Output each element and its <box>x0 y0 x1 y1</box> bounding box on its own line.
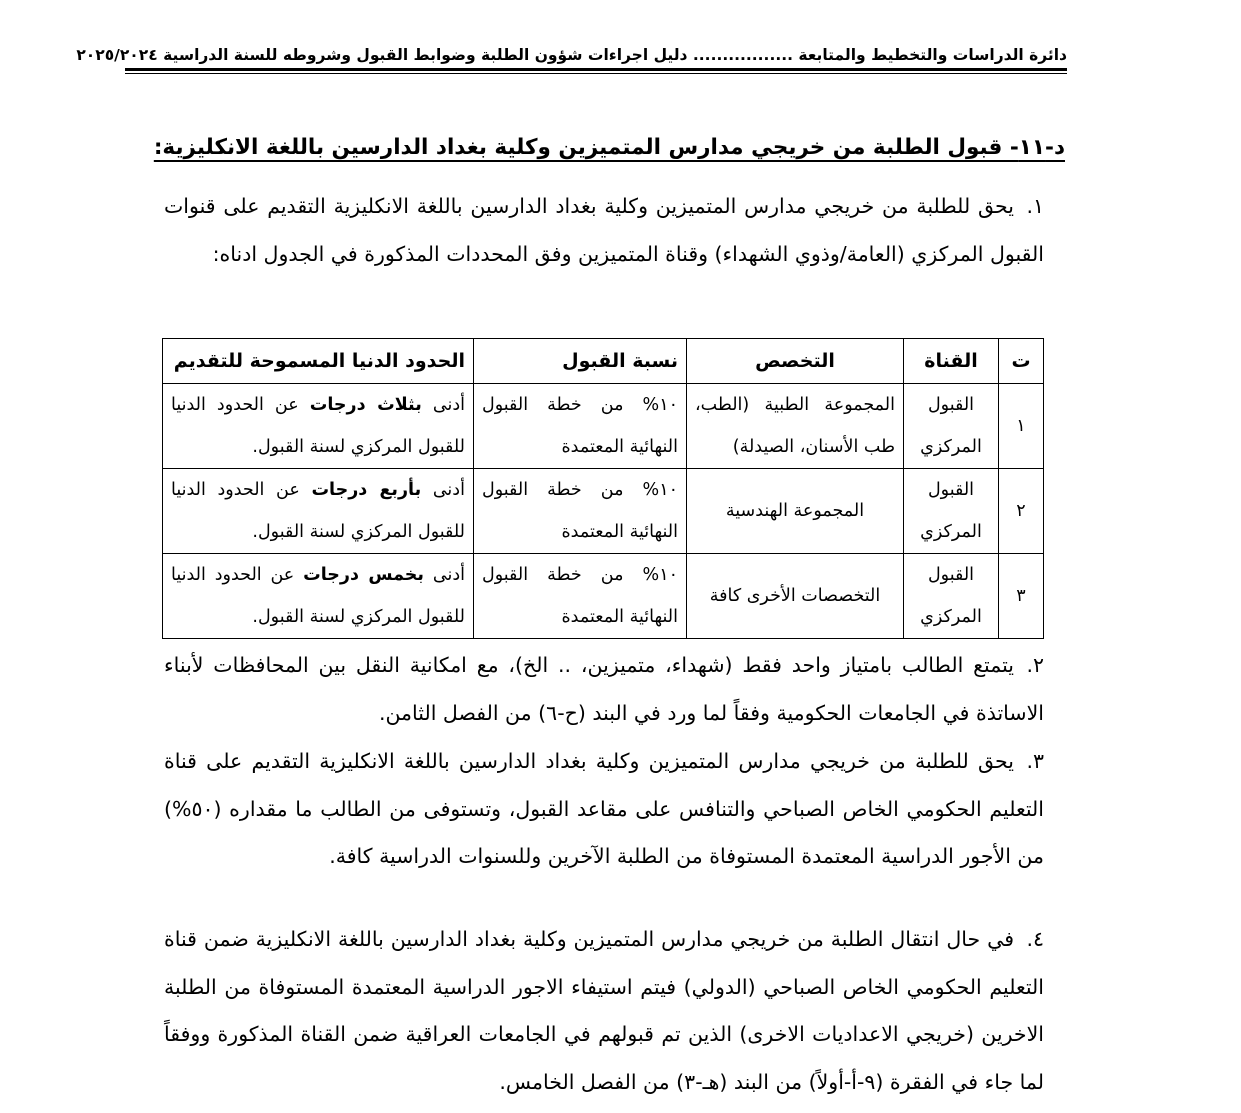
table-row <box>163 554 1044 639</box>
cell-specialty: المجموعة الطبية (الطب، طب الأسنان، الصيدلة) <box>687 384 904 469</box>
cell-channel: القبول المركزي <box>904 554 999 639</box>
cell-minimum <box>163 469 474 554</box>
cell-number: ٢ <box>999 469 1044 554</box>
column-header-specialty: التخصص <box>687 339 904 384</box>
minimum-prefix: أدنى <box>432 480 465 500</box>
minimum-suffix: عن الحدود الدنيا للقبول المركزي لسنة القبول. <box>171 565 465 627</box>
item-text: في حال انتقال الطلبة من خريجي مدارس المتميزين وكلية بغداد الدارسين باللغة الانكليزية ضمن قناة التعليم الحكومي الخاص الصباحي (الدولي) فيتم استيفاء الاجور الدراسية المعتمدة المستوفاة من الطلبة الاخرين (خريجي الاعداديات الاخرى) الذين تم قبولهم في الجامعات العراقية ضمن القناة المذكورة ووفقاً لما جاء في الفقرة (٩-أ-أولاً) من البند (هـ-٣) من الفصل الخامس. <box>164 927 1044 1094</box>
section-title: د-١١- قبول الطلبة من خريجي مدارس المتميزين وكلية بغداد الدارسين باللغة الانكليزية: <box>153 135 1065 160</box>
cell-number: ١ <box>999 384 1044 469</box>
cell-minimum <box>163 554 474 639</box>
cell-channel: القبول المركزي <box>904 469 999 554</box>
minimum-suffix: عن الحدود الدنيا للقبول المركزي لسنة القبول. <box>171 480 465 542</box>
cell-ratio: ١٠% من خطة القبول النهائية المعتمدة <box>474 469 687 554</box>
cell-number: ٣ <box>999 554 1044 639</box>
minimum-prefix: أدنى <box>432 565 465 585</box>
column-header-number: ت <box>999 339 1044 384</box>
cell-channel: القبول المركزي <box>904 384 999 469</box>
cell-ratio: ١٠% من خطة القبول النهائية المعتمدة <box>474 554 687 639</box>
list-item <box>164 916 1044 1106</box>
minimum-suffix: عن الحدود الدنيا للقبول المركزي لسنة القبول. <box>171 395 465 457</box>
table-row <box>163 469 1044 554</box>
item-number: ١. <box>1026 194 1044 218</box>
item-number: ٤. <box>1026 927 1044 951</box>
minimum-degrees: بخمس درجات <box>303 565 424 585</box>
header-divider <box>125 68 1067 71</box>
minimum-degrees: بثلاث درجات <box>309 395 422 415</box>
cell-ratio: ١٠% من خطة القبول النهائية المعتمدة <box>474 384 687 469</box>
item-number: ٢. <box>1026 653 1044 677</box>
table-row <box>163 384 1044 469</box>
item-text: يحق للطلبة من خريجي مدارس المتميزين وكلية بغداد الدارسين باللغة الانكليزية التقديم على قنوات القبول المركزي (العامة/وذوي الشهداء) وقناة المتميزين وفق المحددات المذكورة في الجدول ادناه: <box>164 194 1044 266</box>
item-text: يحق للطلبة من خريجي مدارس المتميزين وكلية بغداد الدارسين باللغة الانكليزية التقديم على قناة التعليم الحكومي الخاص الصباحي والتنافس على مقاعد القبول، وتستوفى من الطالب ما مقداره (٥٠%) من الأجور الدراسية المعتمدة المستوفاة من الطلبة الآخرين وللسنوات الدراسية كافة. <box>164 749 1044 868</box>
running-header: دائرة الدراسات والتخطيط والمتابعة ................. دليل اجراءات شؤون الطلبة وضوابط القبول وشروطه للسنة الدراسية ٢٠٢٥/٢٠٢٤ <box>76 46 1067 64</box>
item-number: ٣. <box>1026 749 1044 773</box>
cell-specialty: المجموعة الهندسية <box>687 469 904 554</box>
minimum-degrees: بأربع درجات <box>311 480 422 500</box>
item-text: يتمتع الطالب بامتياز واحد فقط (شهداء، متميزين، .. الخ)، مع امكانية النقل بين المحافظات لأبناء الاساتذة في الجامعات الحكومية وفقاً لما ورد في البند (ح-٦) من الفصل الثامن. <box>164 653 1044 725</box>
column-header-channel: القناة <box>904 339 999 384</box>
column-header-minimum: الحدود الدنيا المسموحة للتقديم <box>163 339 474 384</box>
cell-minimum <box>163 384 474 469</box>
admission-table <box>162 338 1044 639</box>
list-item <box>164 183 1044 278</box>
cell-specialty: التخصصات الأخرى كافة <box>687 554 904 639</box>
minimum-prefix: أدنى <box>432 395 465 415</box>
list-item <box>164 642 1044 737</box>
column-header-ratio: نسبة القبول <box>474 339 687 384</box>
table-header-row <box>163 339 1044 384</box>
list-item <box>164 738 1044 881</box>
